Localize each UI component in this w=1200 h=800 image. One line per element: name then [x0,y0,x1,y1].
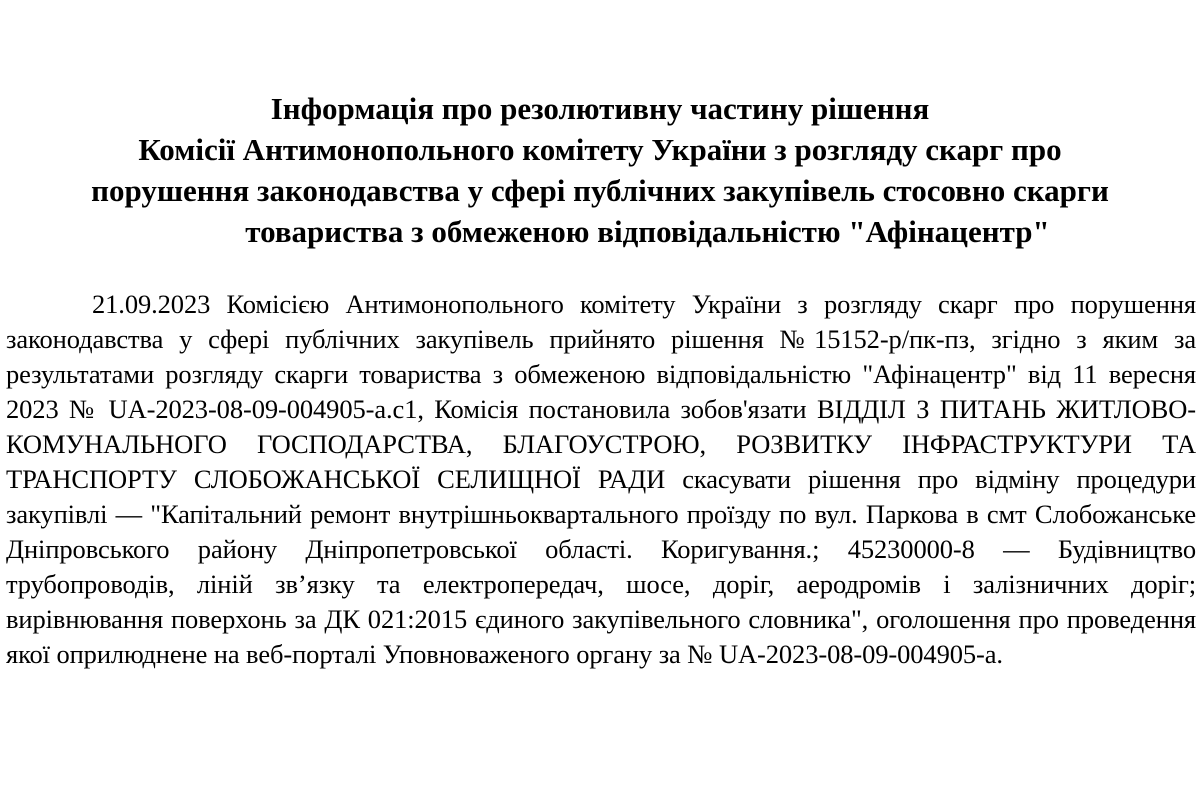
title-line-4: товариства з обмеженою відповідальністю "Афінацентр" [245,214,1050,249]
body-paragraph: 21.09.2023 Комісією Антимонопольного комітету України з розгляду скарг про порушення законодавства у сфері публічних закупівель прийнято рішення №15152-р/пк-пз, згідно з яким за результатами розгляду скарги товариства з обмеженою відповідальністю "Афінацентр" від 11 вересня 2023 № UA-2023-08-09-004905-a.c1, Комісія постановила зобов'язати ВІДДІЛ З ПИТАНЬ ЖИТЛОВО-КОМУНАЛЬНОГО ГОСПОДАРСТВА, БЛАГОУСТРОЮ, РОЗВИТКУ ІНФРАСТРУКТУРИ ТА ТРАНСПОРТУ СЛОБОЖАНСЬКОЇ СЕЛИЩНОЇ РАДИ скасувати рішення про відміну процедури закупівлі — "Капітальний ремонт внутрішньоквартального проїзду по вул. Паркова в смт Слобожанське Дніпровського району Дніпропетровської області. Коригування.; 45230000-8 — Будівництво трубопроводів, ліній зв’язку та електропередач, шосе, доріг, аеродромів і залізничних доріг; вирівнювання поверхонь за ДК 021:2015 єдиного закупівельного словника", оголошення про проведення якої оприлюднене на веб-порталі Уповноваженого органу за № UA-2023-08-09-004905-a. [6,289,1196,669]
title-line-1: Інформація про резолютивну частину рішення [270,91,930,126]
title-line-2: Комісії Антимонопольного комітету України з розгляду скарг про [138,132,1062,167]
document-title [0,88,1200,252]
title-line-3: порушення законодавства у сфері публічних закупівель стосовно скарги [91,173,1109,208]
